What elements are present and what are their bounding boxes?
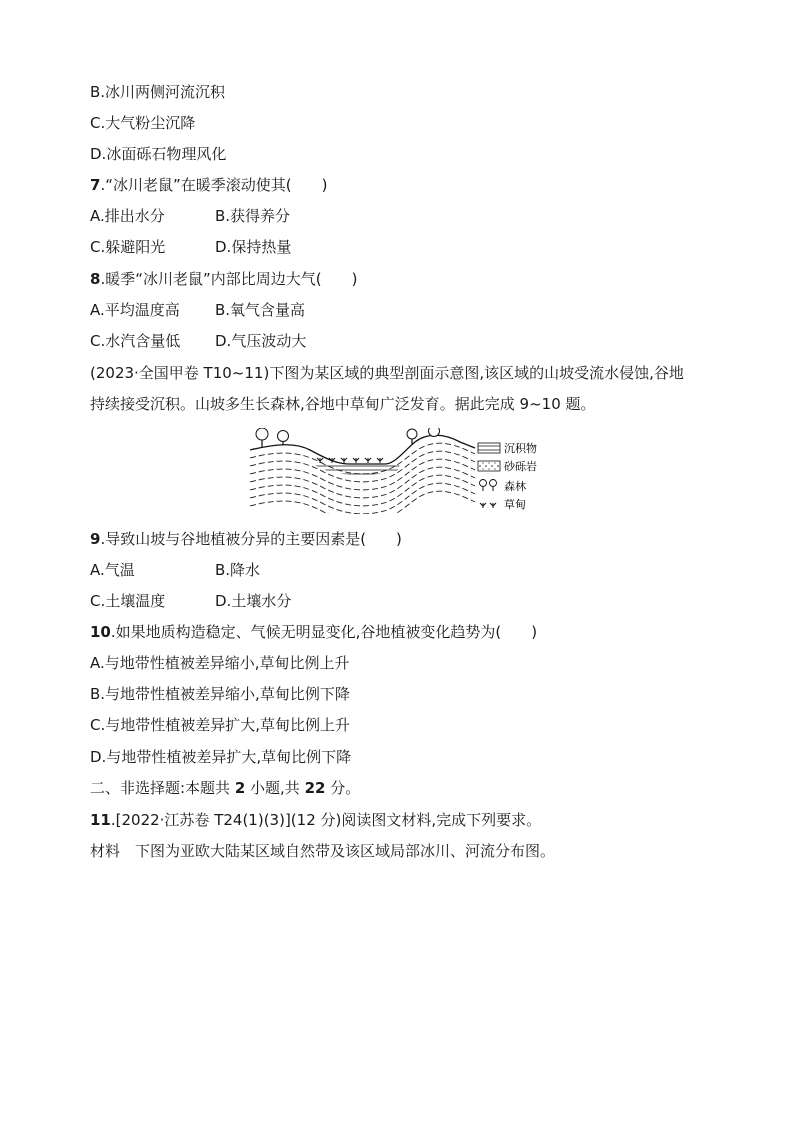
- q11-stem: [90, 810, 541, 830]
- q8-number: 8: [90, 270, 101, 288]
- q11-material: 材料 下图为亚欧大陆某区域自然带及该区域局部冰川、河流分布图。: [90, 842, 556, 860]
- legend-sediment-label: 沉积物: [504, 442, 537, 455]
- legend-forest-icon: [480, 480, 497, 492]
- legend-meadow-label: 草甸: [504, 498, 526, 511]
- legend-rock-label: 砂砾岩: [504, 460, 537, 473]
- q9-text: .导致山坡与谷地植被分异的主要因素是( ): [100, 530, 402, 548]
- q9-option-d: D.土壤水分: [215, 592, 292, 610]
- section-2-points: 22: [304, 779, 326, 797]
- q7-option-a: A.排出水分: [90, 207, 165, 225]
- q9-number: 9: [90, 530, 101, 548]
- intro-line-2: 持续接受沉积。山坡多生长森林,谷地中草甸广泛发育。据此完成 9~10 题。: [90, 395, 596, 413]
- q11-number: 11: [90, 811, 111, 829]
- q11-text: .[2022·江苏卷 T24(1)(3)](12 分)阅读图文材料,完成下列要求。: [110, 811, 542, 829]
- cross-section-figure: [250, 428, 550, 516]
- q10-number: 10: [90, 623, 111, 641]
- q8-option-c: C.水汽含量低: [90, 332, 181, 350]
- q7-number: 7: [90, 176, 101, 194]
- q7-option-d: D.保持热量: [215, 238, 292, 256]
- q10-option-c: C.与地带性植被差异扩大,草甸比例上升: [90, 716, 351, 734]
- intro-line-1: (2023·全国甲卷 T10~11)下图为某区域的典型剖面示意图,该区域的山坡受流水侵蚀,谷地: [90, 364, 684, 382]
- q8-stem: [90, 269, 357, 289]
- legend-rock-swatch: [478, 461, 500, 471]
- q9-option-b: B.降水: [215, 561, 261, 579]
- q8-option-d: D.气压波动大: [215, 332, 307, 350]
- q8-option-a: A.平均温度高: [90, 301, 180, 319]
- section-2-middle: 小题,共: [245, 779, 305, 797]
- q7-option-b: B.获得养分: [215, 207, 291, 225]
- q6-option-b: B.冰川两侧河流沉积: [90, 83, 226, 101]
- q10-stem: [90, 622, 537, 642]
- q6-option-c: C.大气粉尘沉降: [90, 114, 196, 132]
- q9-option-c: C.土壤温度: [90, 592, 166, 610]
- q10-option-d: D.与地带性植被差异扩大,草甸比例下降: [90, 748, 352, 766]
- legend-sediment-swatch: [478, 443, 500, 453]
- q9-stem: [90, 529, 402, 549]
- section-2-heading: [90, 778, 360, 798]
- q7-text: .“冰川老鼠”在暖季滚动使其( ): [100, 176, 328, 194]
- q9-option-a: A.气温: [90, 561, 135, 579]
- q6-option-d: D.冰面砾石物理风化: [90, 145, 227, 163]
- section-2-prefix: 二、非选择题:本题共: [90, 779, 235, 797]
- q8-text: .暖季“冰川老鼠”内部比周边大气( ): [100, 270, 358, 288]
- legend-forest-label: 森林: [504, 480, 526, 493]
- section-2-suffix: 分。: [325, 779, 361, 797]
- q10-option-b: B.与地带性植被差异缩小,草甸比例下降: [90, 685, 350, 703]
- q10-text: .如果地质构造稳定、气候无明显变化,谷地植被变化趋势为( ): [110, 623, 538, 641]
- q7-option-c: C.躲避阳光: [90, 238, 166, 256]
- q8-option-b: B.氧气含量高: [215, 301, 306, 319]
- q10-option-a: A.与地带性植被差异缩小,草甸比例上升: [90, 654, 350, 672]
- legend: [478, 441, 537, 511]
- q7-stem: [90, 175, 327, 195]
- section-2-count: 2: [234, 779, 246, 797]
- legend-meadow-icon: [480, 503, 496, 508]
